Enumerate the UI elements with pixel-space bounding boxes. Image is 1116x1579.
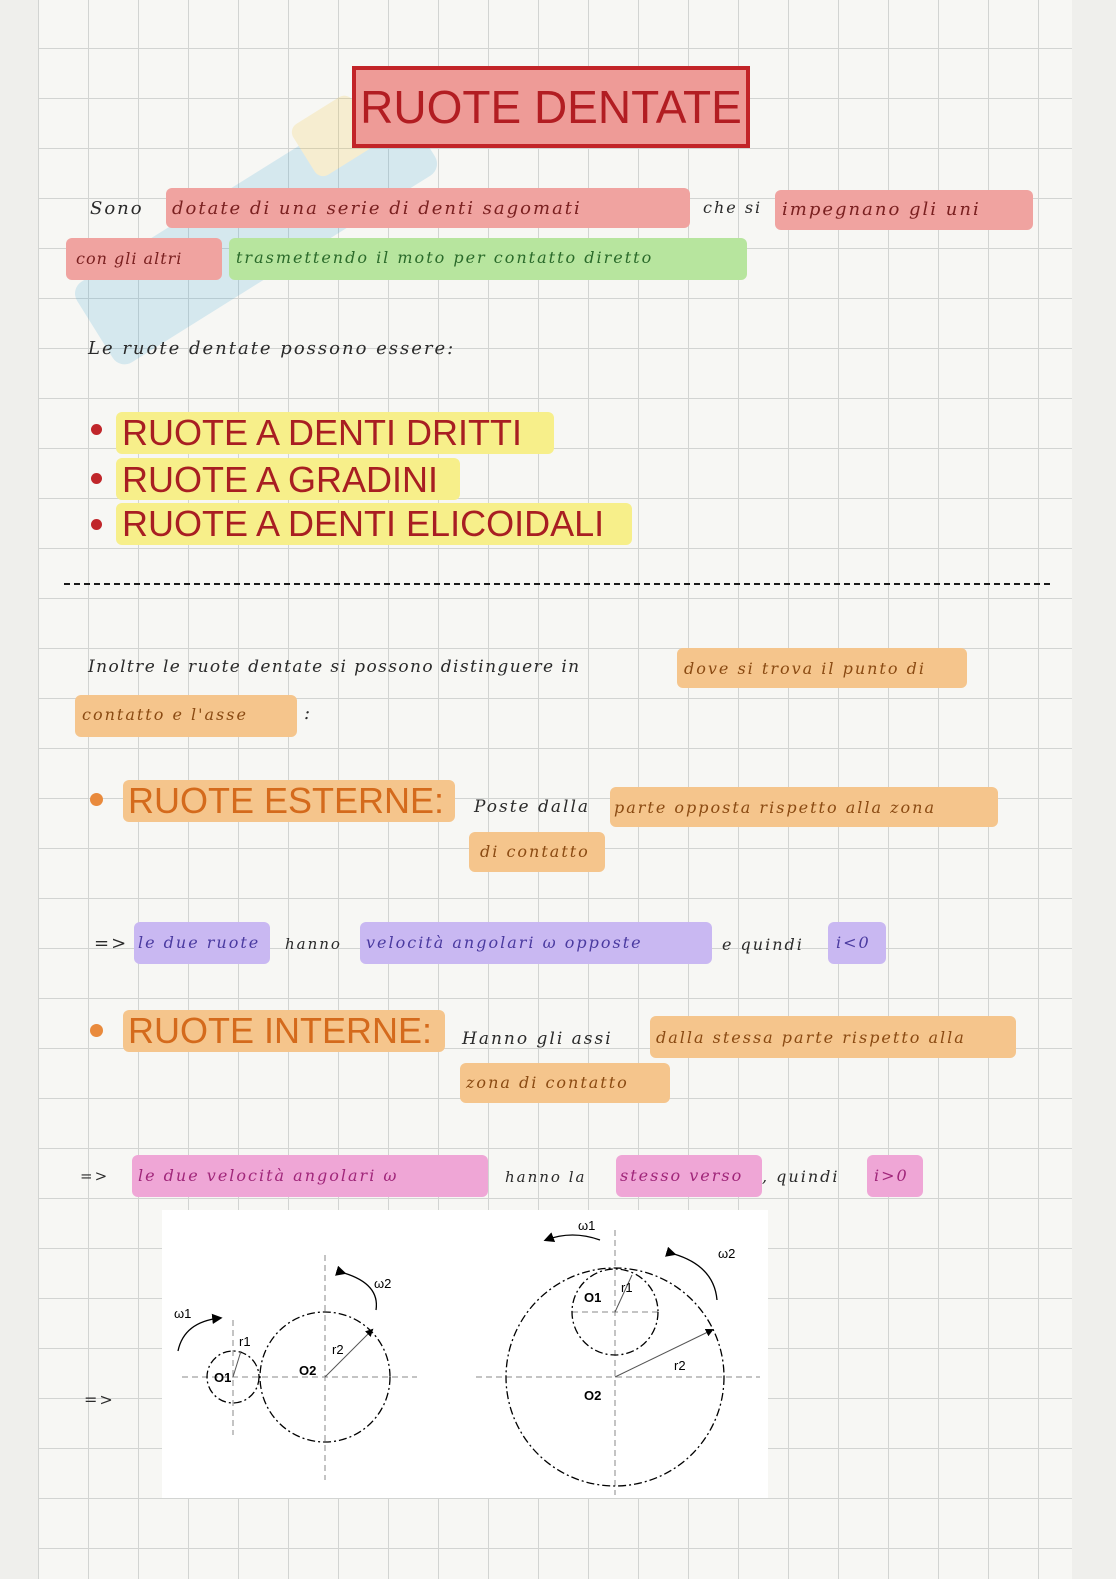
esterne-result: hanno [285, 935, 342, 953]
intro-text: che si [703, 198, 763, 217]
interne-result: hanno la [505, 1168, 587, 1186]
o2-label: O2 [299, 1363, 317, 1378]
type-item: RUOTE A DENTI ELICOIDALI [122, 503, 605, 544]
section-heading: RUOTE INTERNE: [128, 1010, 433, 1051]
rotation-arrow [344, 1273, 376, 1310]
r2-label: r2 [674, 1358, 686, 1373]
esterne-result: => [94, 933, 129, 954]
o2-label: O2 [584, 1388, 602, 1403]
esterne-result: i<0 [836, 933, 871, 952]
intro-text: trasmettendo il moto per contatto diretto [236, 248, 654, 267]
intro-text: dotate di una serie di denti sagomati [172, 198, 582, 219]
o1-label: O1 [584, 1290, 602, 1305]
section-heading: RUOTE ESTERNE: [128, 780, 445, 821]
esterne-text: Poste dalla [474, 797, 591, 817]
distinguish-text: Inoltre le ruote dentate si possono distinguere in [88, 657, 581, 677]
esterne-result: le due ruote [138, 933, 261, 952]
type-item: RUOTE A DENTI DRITTI [122, 412, 523, 453]
gear-diagram [162, 1210, 768, 1498]
interne-text: Hanno gli assi [462, 1029, 613, 1049]
bullet [90, 1024, 103, 1037]
r1-label: r1 [621, 1280, 633, 1295]
esterne-text: parte opposta rispetto alla zona [614, 798, 936, 817]
intro-text: Sono [90, 198, 144, 219]
intro-text: con gli altri [76, 249, 183, 268]
esterne-result: velocità angolari ω opposte [366, 933, 643, 952]
diagram-arrow: => [84, 1390, 115, 1409]
o1-label: O1 [214, 1370, 232, 1385]
types-intro: Le ruote dentate possono essere: [88, 338, 456, 359]
rotation-arrow [546, 1235, 600, 1240]
distinguish-text: contatto e l'asse [82, 705, 248, 724]
bullet [91, 473, 102, 484]
internal-gears [476, 1230, 760, 1495]
omega2-label: ω2 [374, 1276, 392, 1291]
interne-result: => [80, 1167, 110, 1185]
omega1-label: ω1 [578, 1218, 596, 1233]
omega2-label: ω2 [718, 1246, 736, 1261]
r1-label: r1 [239, 1334, 251, 1349]
rotation-arrow [178, 1318, 220, 1351]
interne-result: stesso verso [620, 1166, 744, 1185]
section-divider [64, 583, 1050, 585]
distinguish-text: dove si trova il punto di [684, 659, 926, 678]
distinguish-text: : [304, 703, 313, 724]
interne-text: zona di contatto [466, 1073, 629, 1092]
page-title: RUOTE DENTATE [352, 66, 750, 148]
bullet [91, 424, 102, 435]
omega1-label: ω1 [174, 1306, 192, 1321]
intro-text: impegnano gli uni [782, 199, 981, 220]
interne-result: , quindi [762, 1167, 840, 1186]
interne-result: i>0 [874, 1166, 909, 1185]
type-item: RUOTE A GRADINI [122, 459, 439, 500]
esterne-text: di contatto [480, 842, 590, 861]
rotation-arrow [674, 1254, 717, 1300]
esterne-result: e quindi [722, 935, 804, 954]
gear-diagram-svg [162, 1210, 768, 1498]
r2-label: r2 [332, 1342, 344, 1357]
bullet [90, 793, 103, 806]
interne-result: le due velocità angolari ω [138, 1166, 399, 1185]
interne-text: dalla stessa parte rispetto alla [656, 1028, 966, 1047]
bullet [91, 519, 102, 530]
